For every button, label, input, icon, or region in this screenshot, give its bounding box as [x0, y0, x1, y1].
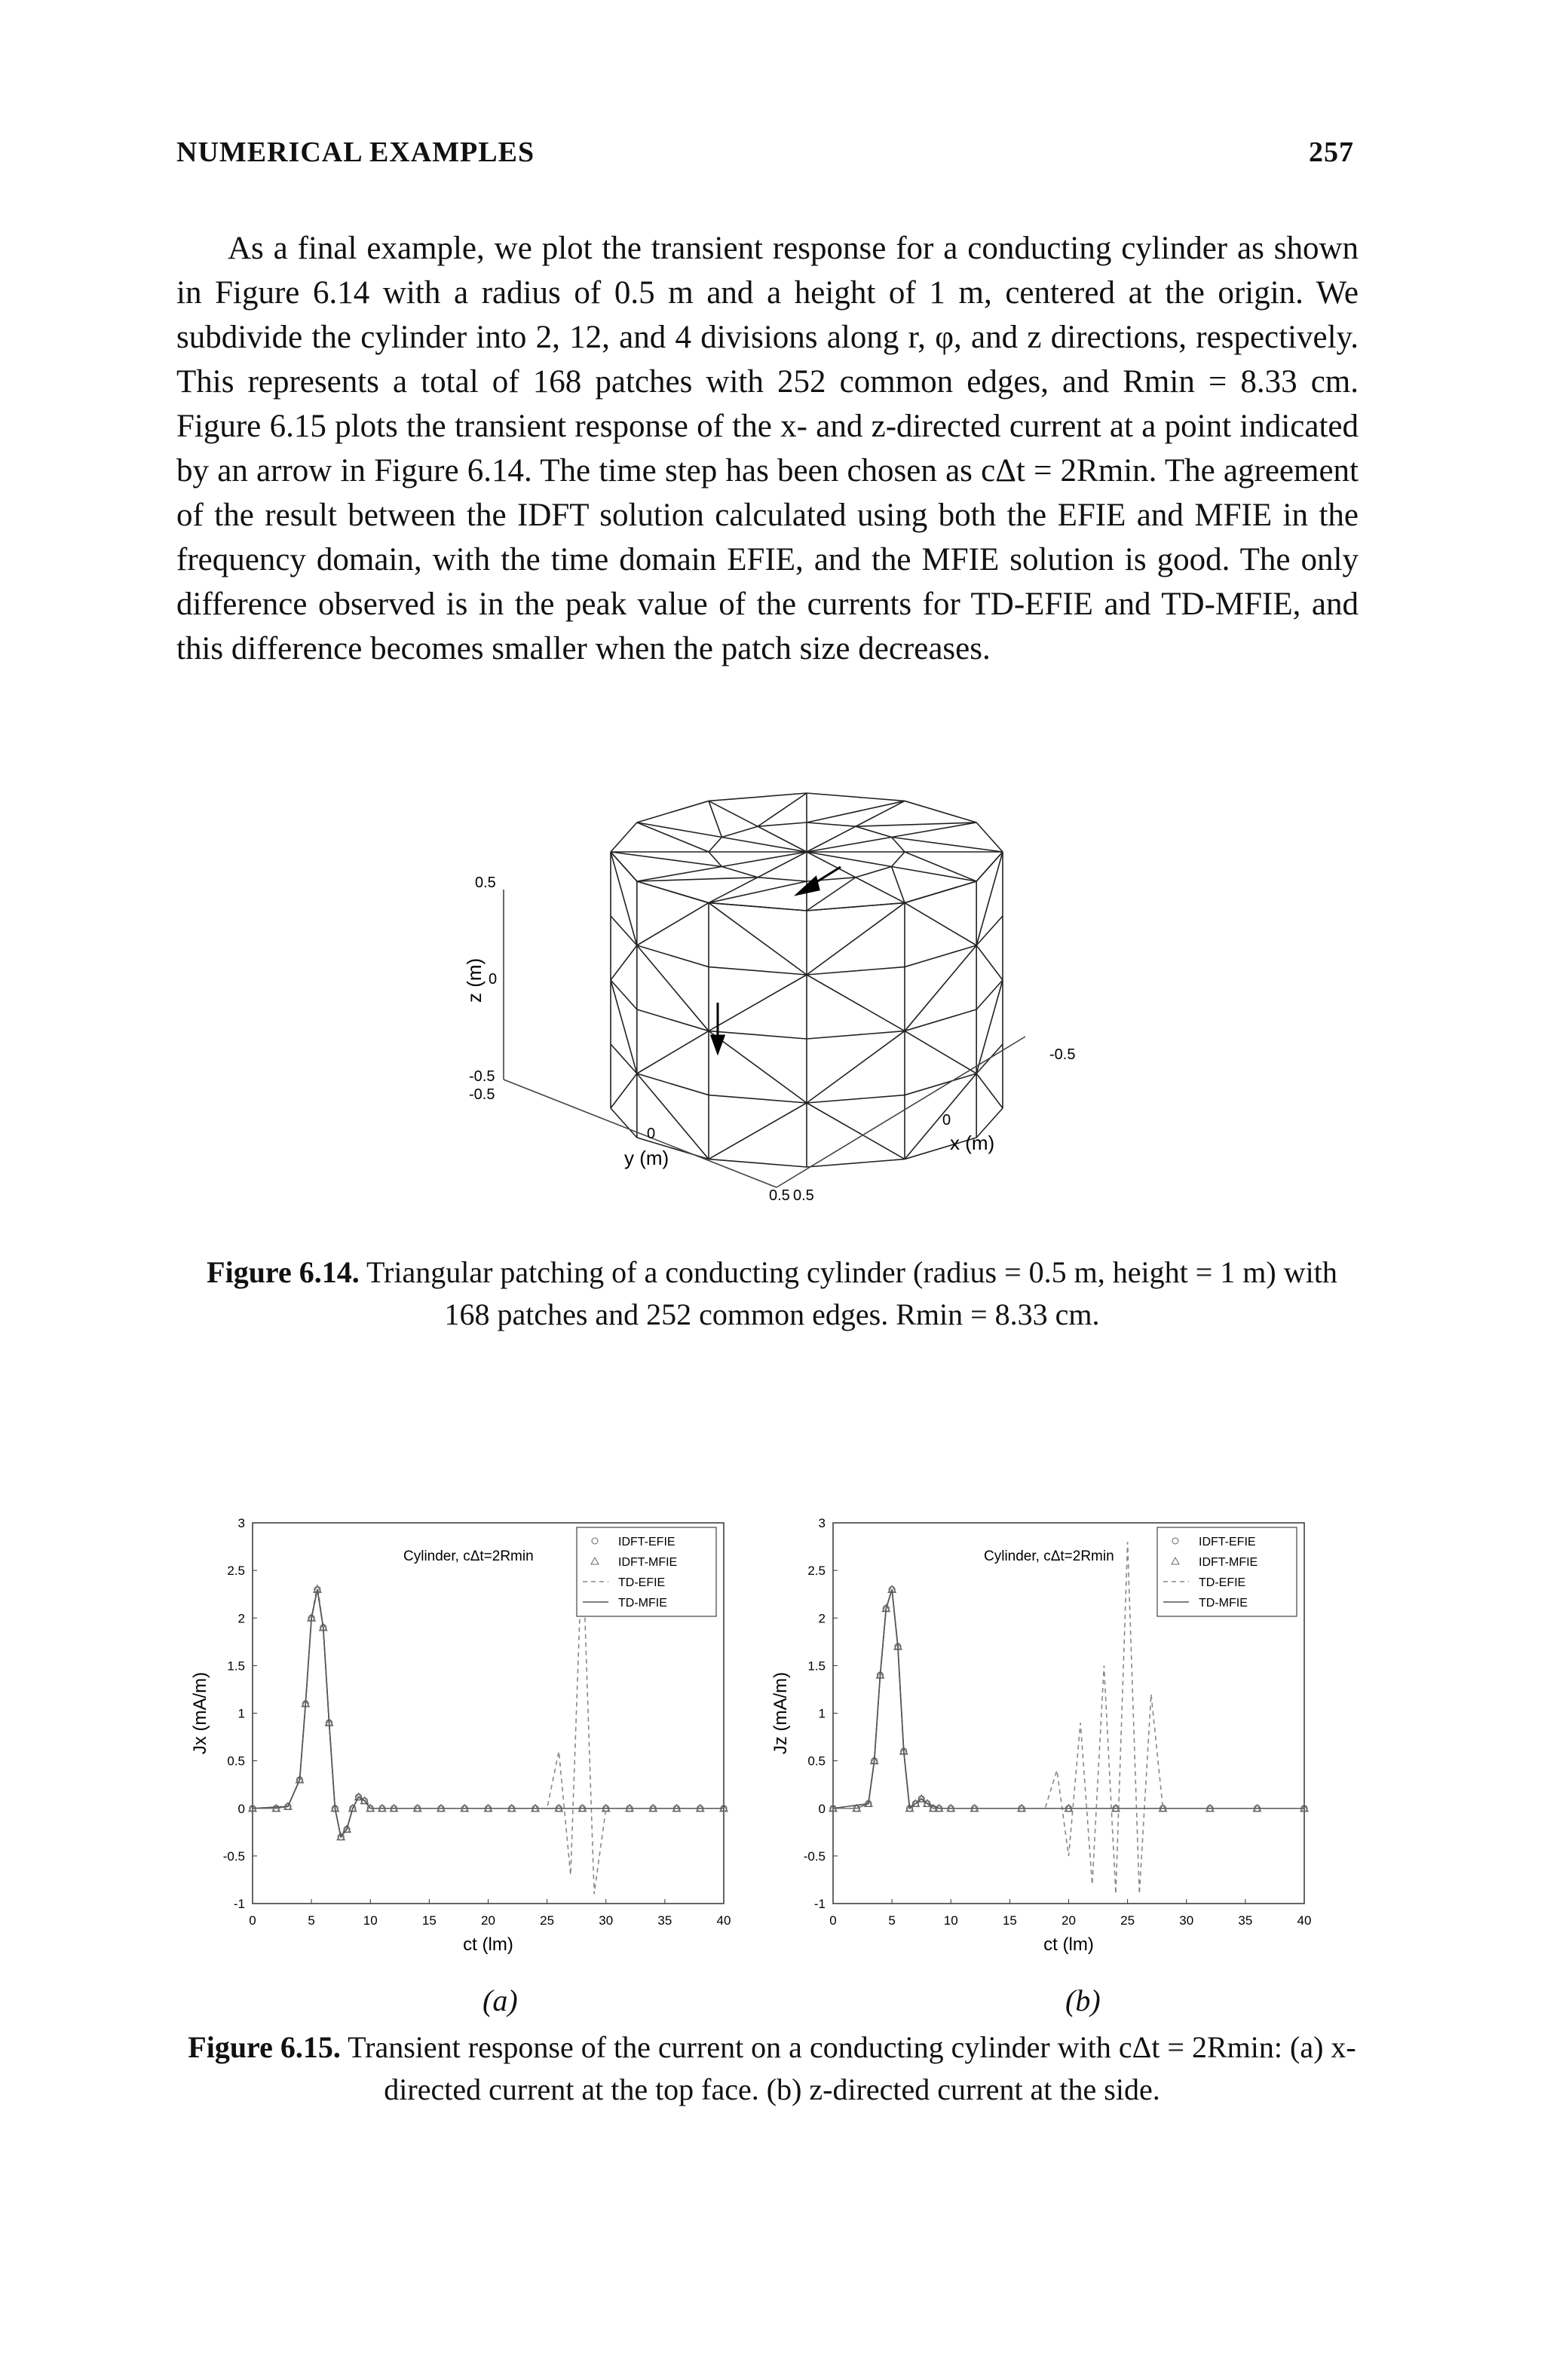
- x-tick-label: 0: [829, 1913, 837, 1928]
- mesh-edge: [892, 838, 1003, 853]
- mesh-edge: [807, 852, 892, 867]
- mesh-edge: [611, 1074, 637, 1108]
- mesh-edge: [856, 826, 892, 837]
- cylinder-mesh-figure: [422, 776, 1086, 1229]
- y-tick-label: -1: [233, 1897, 245, 1911]
- series-line: [833, 1589, 1304, 1808]
- mesh-edge: [905, 801, 976, 822]
- mesh-edge: [905, 852, 976, 881]
- y-axis-label: Jz (mA/m): [770, 1671, 791, 1755]
- legend-entry: TD-EFIE: [618, 1576, 666, 1589]
- y-tick-label: 0.5: [807, 1754, 826, 1769]
- mesh-edge: [905, 1074, 976, 1095]
- y-tick-label: -0.5: [222, 1849, 245, 1864]
- mesh-edge: [905, 1009, 976, 1031]
- mesh-edge: [709, 967, 807, 975]
- mesh-edge: [637, 1009, 709, 1031]
- x-axis-line: [777, 1037, 1025, 1187]
- mesh-edge: [758, 793, 807, 826]
- mesh-edge: [611, 852, 721, 867]
- mesh-edge: [758, 878, 807, 881]
- subfigure-a-label: (a): [482, 1983, 518, 2017]
- paragraph-text: As a final example, we plot the transient response for a conducting cylinder as shown in Figure 6.14 with a radius of 0.5 m and a height of 1 m, centered at the origin. We subdivide the cylinder into 2, 12, and 4 divisions along r, φ, and z directions, respectively. This represents a total of 168 patches with 252 common edges, and Rmin = 8.33 cm. Figure 6.15 plots the transient response of the x- and z-directed current at a point indicated by an arrow in Figure 6.14. The time step has been chosen as cΔt = 2Rmin. The agreement of the result between the IDFT solution calculated using both the EFIE and MFIE in the frequency domain, with the time domain EFIE, and the MFIE solution is good. The only difference observed is in the peak value of the currents for TD-EFIE and TD-MFIE, and this difference becomes smaller when the patch size decreases.: [176, 231, 1359, 666]
- mesh-edge: [611, 822, 637, 852]
- top-arrow-head: [798, 878, 819, 894]
- mesh-edge: [807, 801, 905, 822]
- series-line: [833, 1589, 1304, 1808]
- subfigure-b-label: (b): [1065, 1983, 1101, 2017]
- mesh-edge: [892, 838, 905, 853]
- mesh-edge: [807, 793, 905, 801]
- x-tick-label: 5: [308, 1913, 315, 1928]
- legend-entry: TD-MFIE: [618, 1597, 667, 1610]
- y-tick-label: 0: [818, 1801, 826, 1816]
- mesh-edge: [892, 867, 977, 882]
- mesh-edge: [709, 793, 807, 801]
- mesh-edge: [721, 852, 807, 867]
- mesh-edge: [807, 1103, 905, 1159]
- mesh-lines: [611, 793, 1003, 1167]
- body-paragraph: [176, 226, 1359, 671]
- mesh-edge: [709, 838, 721, 853]
- mesh-edge: [637, 945, 709, 1031]
- mesh-edge: [905, 1031, 976, 1074]
- mesh-edge: [637, 801, 709, 822]
- x-tick-label: 20: [481, 1913, 495, 1928]
- mesh-edge: [709, 852, 721, 867]
- figure-6-14-caption: [181, 1251, 1363, 1336]
- mesh-edge: [892, 852, 905, 867]
- y-tick-mid: 0: [647, 1126, 656, 1142]
- mesh-edge: [637, 881, 709, 903]
- mesh-edge: [721, 826, 758, 837]
- running-head: NUMERICAL EXAMPLES: [176, 136, 535, 168]
- mesh-edge: [721, 867, 758, 878]
- legend-entry: IDFT-MFIE: [1199, 1556, 1258, 1569]
- x-tick-label: 40: [1297, 1913, 1312, 1928]
- mesh-edge: [709, 881, 807, 903]
- series-line: [833, 1589, 1304, 1808]
- x-tick-label: 5: [888, 1913, 896, 1928]
- x-tick-label: 10: [943, 1913, 958, 1928]
- y-tick-label: 0: [237, 1801, 245, 1816]
- mesh-edge: [807, 903, 905, 975]
- legend-entry: TD-MFIE: [1199, 1597, 1248, 1610]
- page-number: 257: [1309, 136, 1354, 168]
- mesh-edge: [905, 945, 976, 1031]
- mesh-edge: [611, 945, 637, 980]
- y-tick-label: 1: [237, 1706, 245, 1721]
- z-axis-label: z (m): [463, 957, 486, 1003]
- x-tick-label: 30: [599, 1913, 614, 1928]
- y-tick-label: 2.5: [807, 1564, 826, 1579]
- x-tick-label: 35: [1238, 1913, 1253, 1928]
- figure-6-15-label: Figure 6.15.: [188, 2030, 341, 2064]
- y-tick-label: 2: [818, 1611, 826, 1626]
- legend-entry: IDFT-MFIE: [618, 1556, 678, 1569]
- x-tick-left: -0.5: [1049, 1046, 1076, 1063]
- y-tick-label: -1: [813, 1897, 826, 1911]
- mesh-edge: [637, 1031, 709, 1074]
- mesh-edge: [709, 1095, 807, 1103]
- mesh-edge: [637, 945, 709, 967]
- figure-6-14-text: Triangular patching of a conducting cylinder (radius = 0.5 m, height = 1 m) with 168 patches and 252 common edges. Rmin = 8.33 cm.: [366, 1255, 1337, 1331]
- mesh-edge: [721, 838, 807, 853]
- y-tick-label: 2: [237, 1611, 245, 1626]
- chart-title: Cylinder, cΔt=2Rmin: [984, 1548, 1114, 1564]
- mesh-edge: [807, 1095, 905, 1103]
- mesh-edge: [637, 822, 722, 838]
- y-tick-label: 2.5: [227, 1564, 245, 1579]
- mesh-edge: [905, 881, 976, 903]
- mesh-edge: [807, 838, 892, 853]
- mesh-edge: [807, 1031, 905, 1039]
- x-tick-label: 30: [1179, 1913, 1194, 1928]
- x-tick-label: 10: [363, 1913, 378, 1928]
- figure-6-14-label: Figure 6.14.: [207, 1255, 360, 1289]
- y-axis-line: [504, 1080, 777, 1187]
- mesh-edge: [709, 975, 807, 1031]
- mesh-edge: [807, 1031, 905, 1103]
- legend-entry: TD-EFIE: [1199, 1576, 1246, 1589]
- side-arrow-head: [712, 1036, 724, 1052]
- y-axis-label: Jx (mA/m): [190, 1671, 210, 1755]
- y-tick-label: 3: [237, 1516, 245, 1530]
- z-tick-bottom: -0.5: [469, 1068, 495, 1085]
- y-tick-label: 1: [818, 1706, 826, 1721]
- mesh-edge: [905, 903, 976, 945]
- y-tick-label: 0.5: [227, 1754, 245, 1769]
- mesh-edge: [856, 801, 905, 826]
- mesh-edge: [976, 822, 1003, 852]
- mesh-edge: [637, 903, 709, 945]
- z-tick-mid: 0: [489, 971, 498, 988]
- figure-6-15-text: Transient response of the current on a conducting cylinder with cΔt = 2Rmin: (a) x-directed current at the top face. (b) z-directed current at the side.: [348, 2030, 1356, 2106]
- x-axis-label: ct (lm): [463, 1934, 513, 1955]
- x-tick-label: 20: [1062, 1913, 1076, 1928]
- mesh-edge: [976, 945, 1003, 980]
- x-tick-right: 0.5: [793, 1187, 814, 1204]
- mesh-edge: [976, 1074, 1003, 1108]
- mesh-edge: [709, 903, 807, 975]
- mesh-edge: [807, 975, 905, 1031]
- figure-6-15-caption: [181, 2026, 1363, 2111]
- y-tick-label: 1.5: [807, 1659, 826, 1674]
- y-tick-label: 1.5: [227, 1659, 245, 1674]
- y-tick-right: 0.5: [769, 1187, 790, 1204]
- x-tick-label: 15: [421, 1913, 437, 1928]
- mesh-edge: [637, 1074, 709, 1095]
- mesh-edge: [807, 903, 905, 911]
- y-tick-left: -0.5: [469, 1086, 495, 1103]
- x-tick-mid: 0: [942, 1112, 951, 1129]
- legend-entry: IDFT-EFIE: [618, 1536, 676, 1548]
- mesh-edge: [709, 878, 758, 903]
- chart-title: Cylinder, cΔt=2Rmin: [403, 1548, 534, 1564]
- y-axis-label: y (m): [624, 1147, 669, 1169]
- x-tick-label: 15: [1002, 1913, 1017, 1928]
- mesh-edge: [758, 822, 807, 826]
- mesh-edge: [807, 967, 905, 975]
- mesh-edge: [905, 945, 976, 967]
- mesh-edge: [709, 1031, 807, 1103]
- mesh-edge: [637, 822, 709, 852]
- legend-entry: IDFT-EFIE: [1199, 1536, 1256, 1548]
- mesh-edge: [709, 1103, 807, 1159]
- x-tick-label: 25: [1120, 1913, 1135, 1928]
- y-tick-label: -0.5: [803, 1849, 826, 1864]
- chart-b: [754, 1504, 1357, 1979]
- x-axis-label: x (m): [950, 1132, 995, 1154]
- x-tick-label: 0: [249, 1913, 256, 1928]
- mesh-edge: [856, 867, 892, 878]
- mesh-edge: [709, 903, 807, 911]
- mesh-edge: [807, 822, 856, 826]
- x-axis-label: ct (lm): [1043, 1934, 1094, 1955]
- chart-a: [173, 1504, 777, 1979]
- series-line: [253, 1589, 724, 1836]
- x-tick-label: 40: [716, 1913, 731, 1928]
- x-tick-label: 25: [540, 1913, 555, 1928]
- y-tick-label: 3: [818, 1516, 826, 1530]
- z-tick-top: 0.5: [475, 875, 496, 891]
- x-tick-label: 35: [657, 1913, 672, 1928]
